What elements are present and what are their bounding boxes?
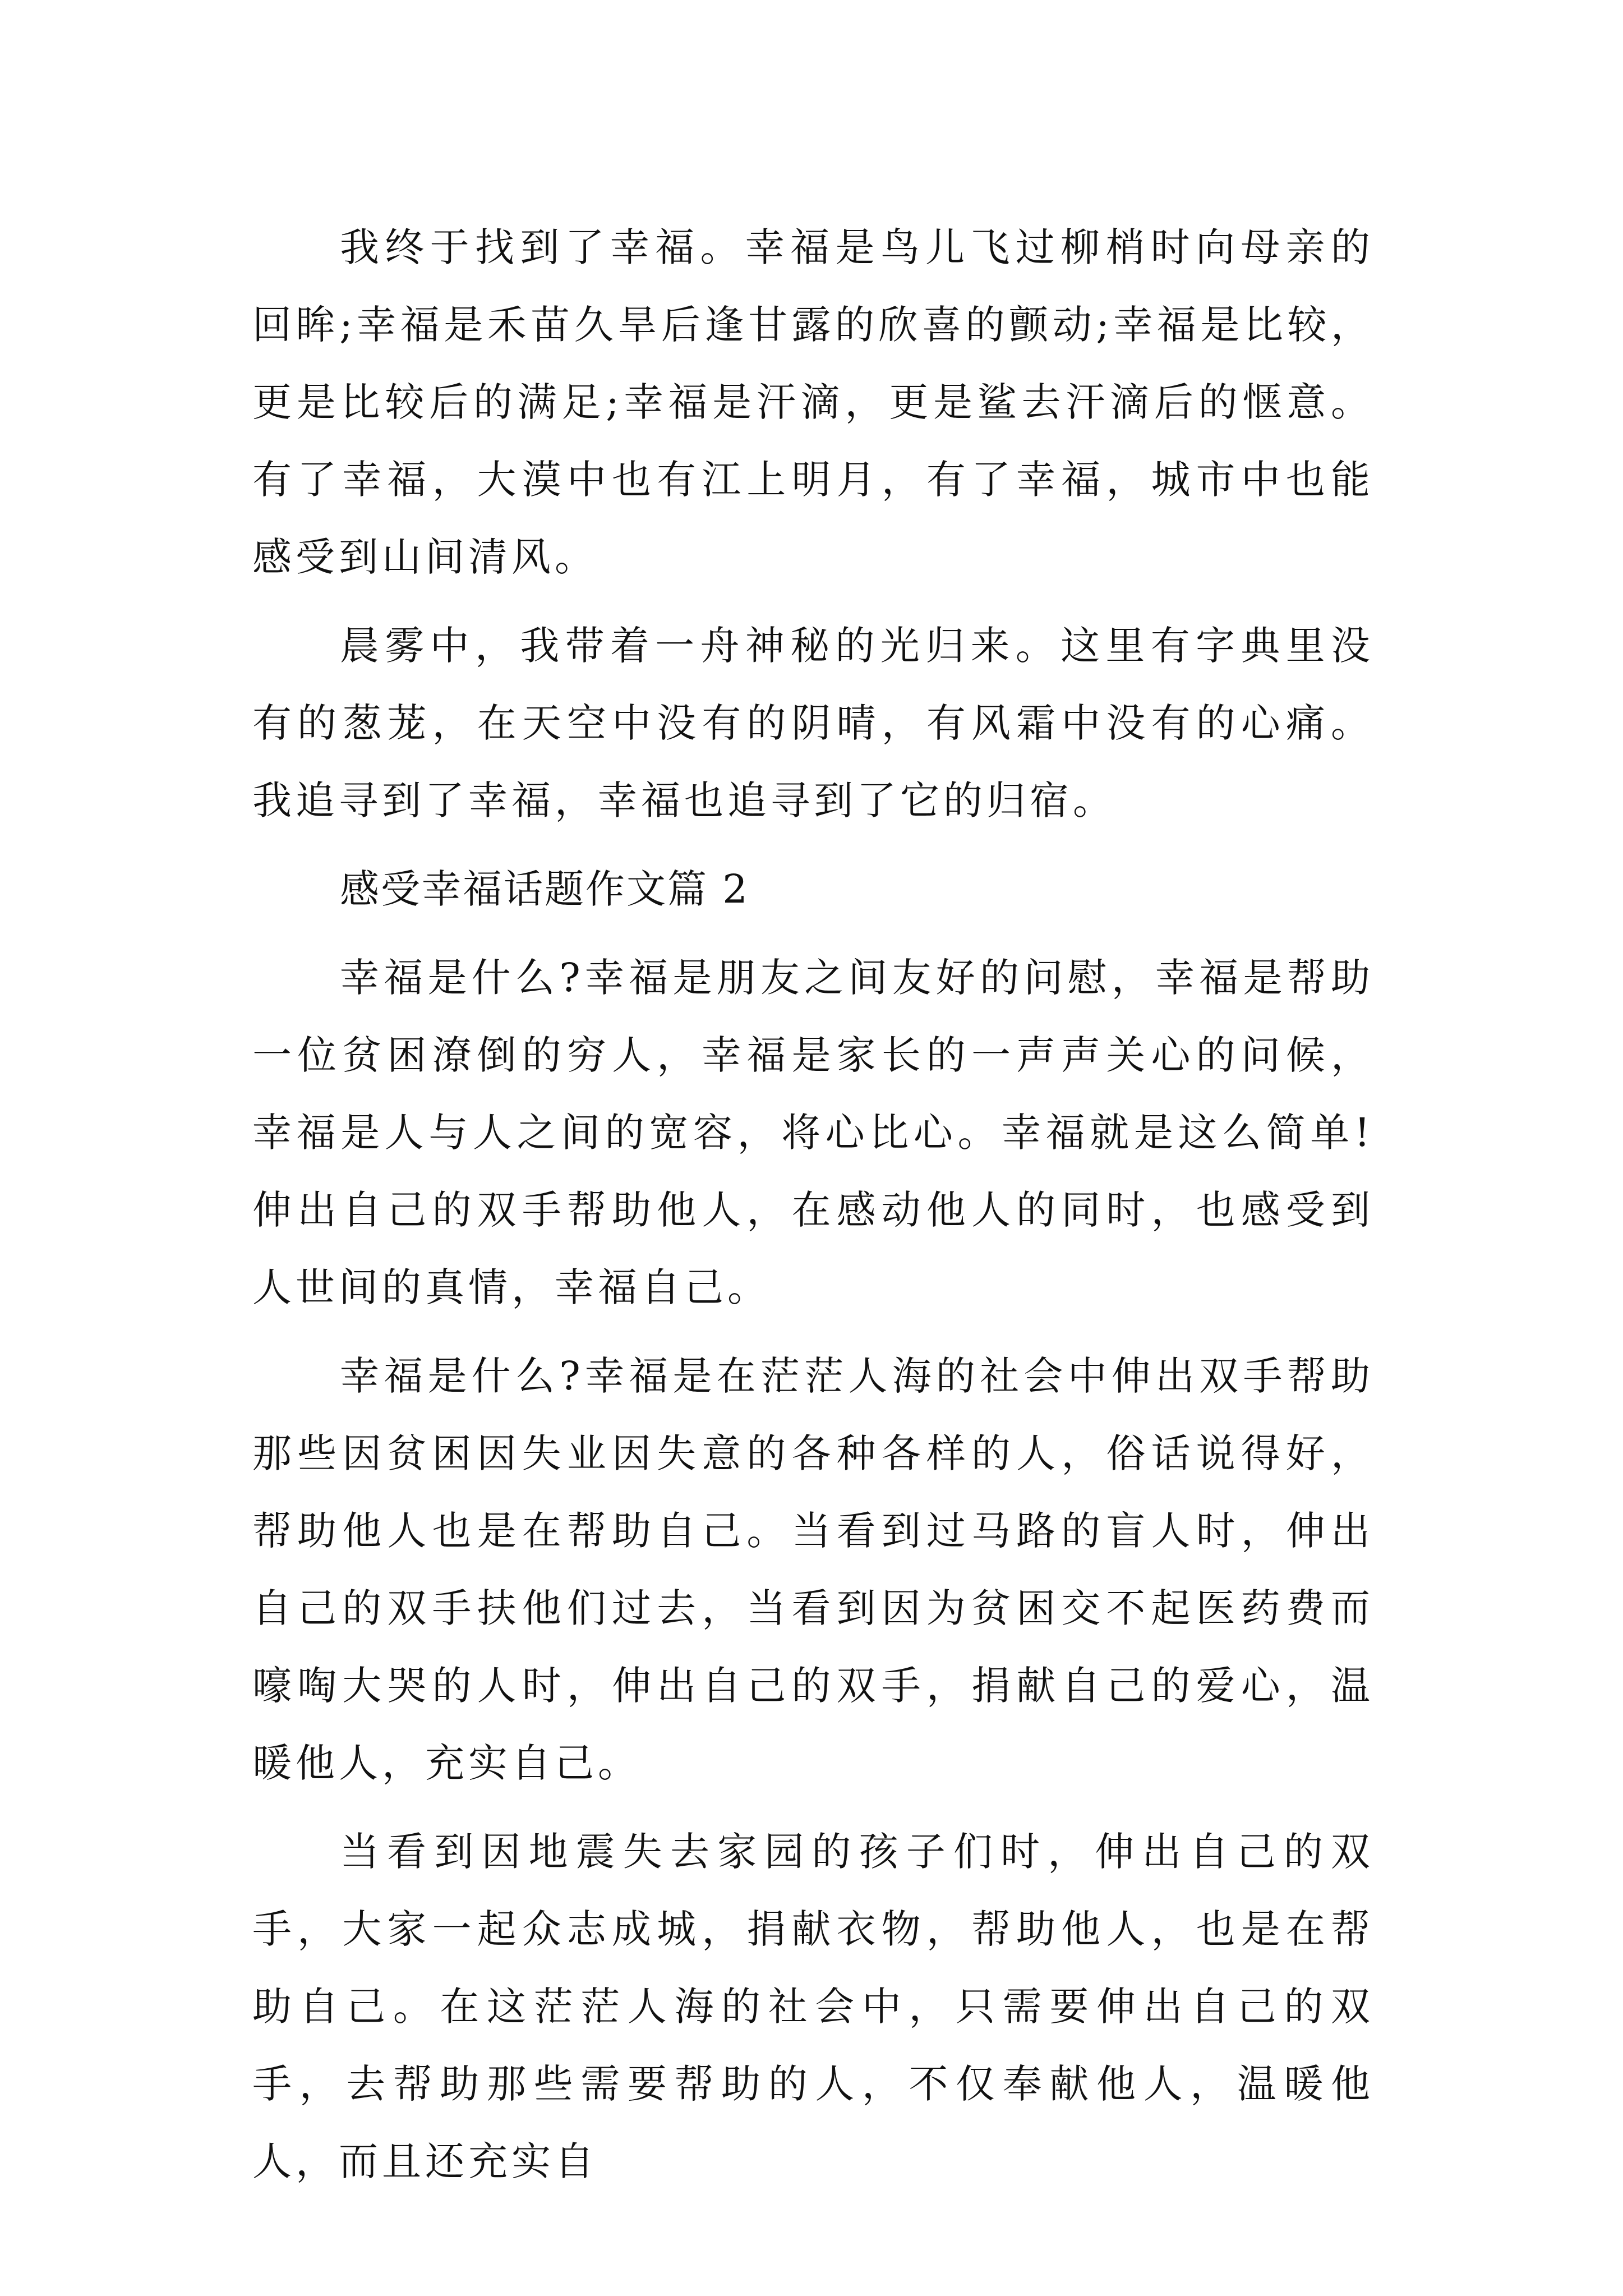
paragraph-4: 幸福是什么?幸福是在茫茫人海的社会中伸出双手帮助那些因贫困因失业因失意的各种各样的人，俗话说得好，帮助他人也是在帮助自己。当看到过马路的盲人时，伸出自己的双手扶他们过去，当看到因为贫困交不起医药费而嚎啕大哭的人时，伸出自己的双手，捐献自己的爱心，温暖他人，充实自己。 (252, 1353, 1374, 1786)
paragraph-5: 当看到因地震失去家园的孩子们时，伸出自己的双手，大家一起众志成城，捐献衣物，帮助他人，也是在帮助自己。在这茫茫人海的社会中，只需要伸出自己的双手，去帮助那些需要帮助的人，不仅奉献他人，温暖他人，而且还充实自 (252, 1829, 1374, 2184)
paragraph-3: 幸福是什么?幸福是朋友之间友好的问慰，幸福是帮助一位贫困潦倒的穷人，幸福是家长的一声声关心的问候，幸福是人与人之间的宽容，将心比心。幸福就是这么简单!伸出自己的双手帮助他人，在感动他人的同时，也感受到人世间的真情，幸福自己。 (252, 955, 1374, 1310)
paragraph-2: 晨雾中，我带着一舟神秘的光归来。这里有字典里没有的葱茏，在天空中没有的阴晴，有风霜中没有的心痛。我追寻到了幸福，幸福也追寻到了它的归宿。 (252, 623, 1374, 823)
document-body (252, 209, 1374, 2200)
section-heading: 感受幸福话题作文篇 2 (340, 866, 749, 912)
paragraph-1: 我终于找到了幸福。幸福是鸟儿飞过柳梢时向母亲的回眸;幸福是禾苗久旱后逢甘露的欣喜的颤动;幸福是比较，更是比较后的满足;幸福是汗滴，更是鲨去汗滴后的惬意。有了幸福，大漠中也有江上明月，有了幸福，城市中也能感受到山间清风。 (252, 224, 1374, 580)
